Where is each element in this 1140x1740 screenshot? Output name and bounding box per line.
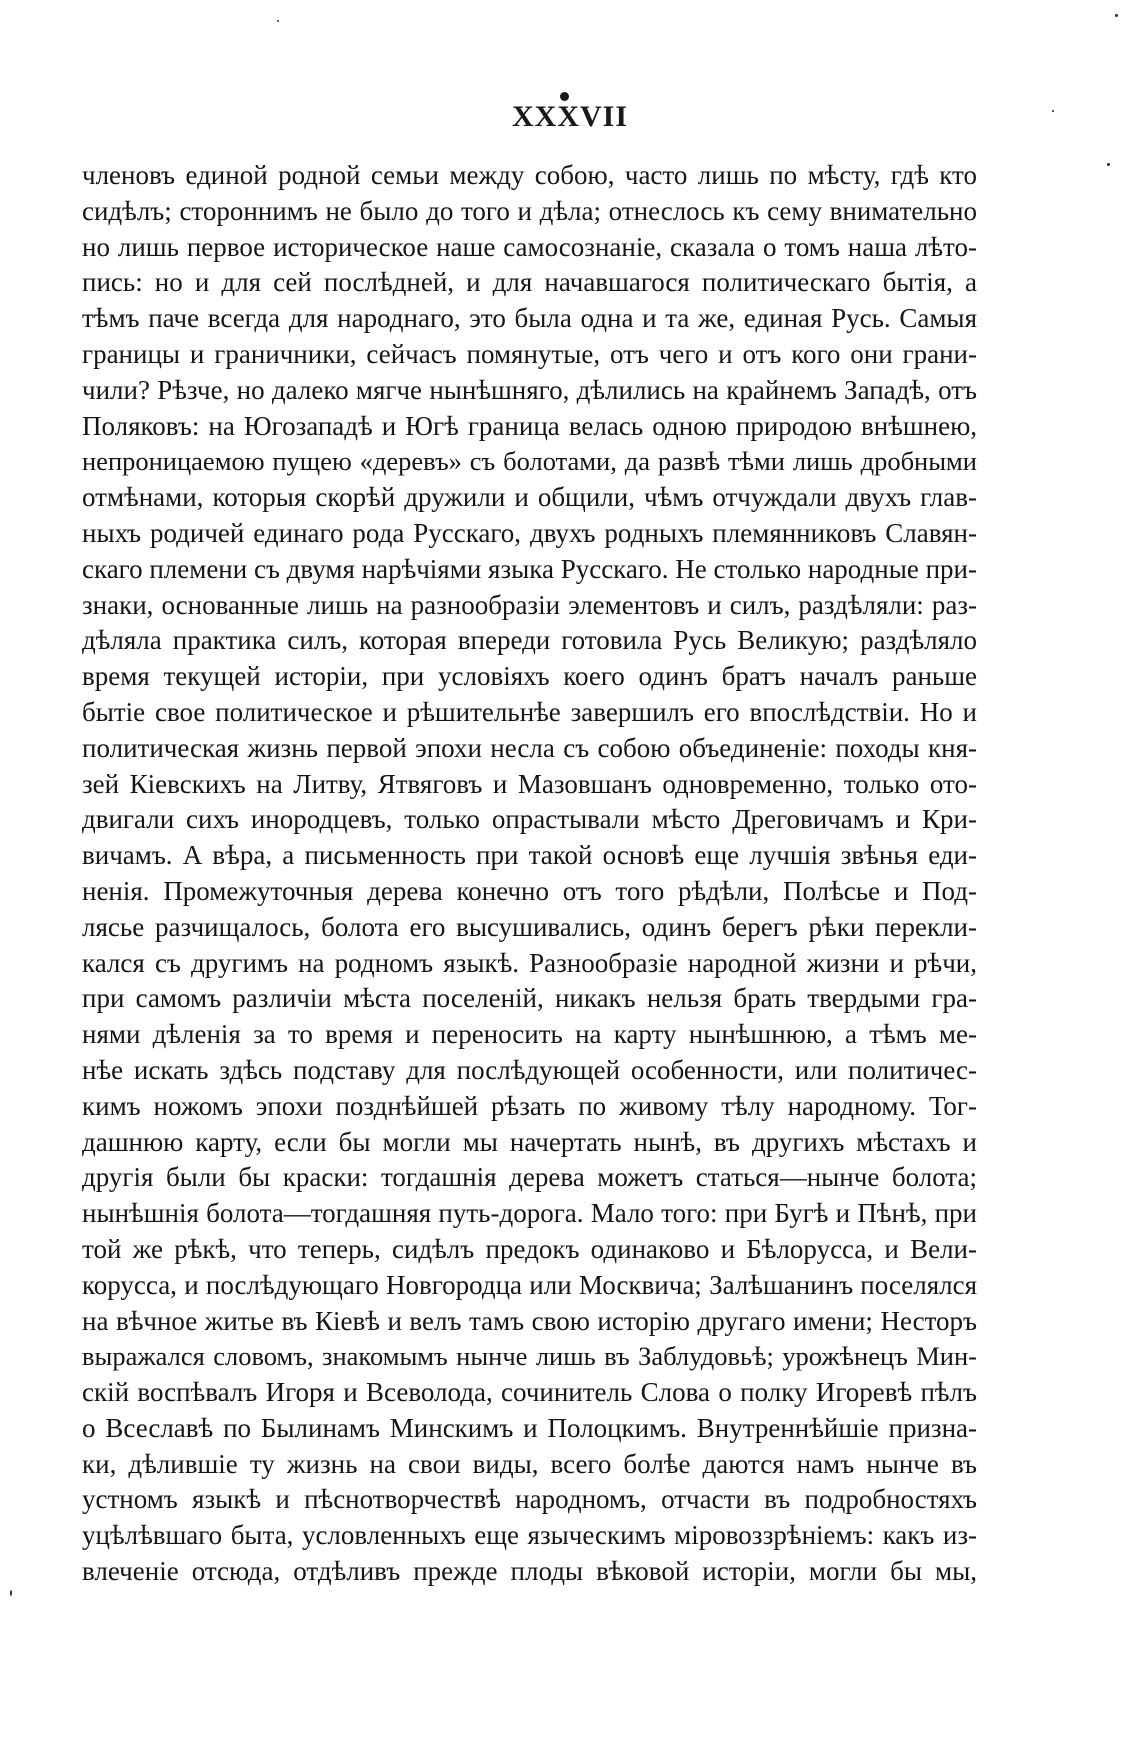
- text-line: время текущей исторіи, при условіяхъ коего одинъ братъ началъ раньше: [82, 661, 977, 692]
- text-line: но лишь первое историческое наше самосознаніе, сказала о томъ наша лѣто-: [82, 231, 977, 262]
- text-line: бытіе свое политическое и рѣшительнѣе завершилъ его впослѣдствіи. Но и: [82, 696, 977, 727]
- text-line: влеченіе отсюда, отдѣливъ прежде плоды вѣковой исторіи, могли бы мы,: [82, 1556, 977, 1587]
- text-line: Поляковъ: на Югозападѣ и Югѣ граница велась одною природою внѣшнею,: [82, 410, 977, 441]
- text-line: ныхъ родичей единаго рода Русскаго, двухъ родныхъ племянниковъ Славян-: [82, 517, 977, 548]
- body-text: [82, 158, 977, 1590]
- text-line: при самомъ различіи мѣста поселеній, никакъ нельзя брать твердыми гра-: [82, 983, 977, 1014]
- text-line: той же рѣкѣ, что теперь, сидѣлъ предокъ одинаково и Бѣлорусса, и Вели-: [82, 1233, 977, 1264]
- scan-speck: [1052, 110, 1054, 112]
- text-line: нѣе искать здѣсь подставу для послѣдующей особенности, или политичес-: [82, 1054, 977, 1085]
- text-line: знаки, основанные лишь на разнообразіи элементовъ и силъ, раздѣляли: раз-: [82, 589, 977, 620]
- text-line: тѣмъ паче всегда для народнаго, это была одна и та же, единая Русь. Самыя: [82, 303, 977, 334]
- text-line: на вѣчное житье въ Кіевѣ и велъ тамъ свою исторію другагo имени; Несторъ: [82, 1305, 977, 1336]
- scan-speck: [1107, 163, 1110, 166]
- text-line: непроницаемою пущею «деревъ» съ болотами, да развѣ тѣми лишь дробными: [82, 446, 977, 477]
- text-line: ненія. Промежуточныя дерева конечно отъ того рѣдѣли, Полѣсье и Под-: [82, 875, 977, 906]
- text-line: нями дѣленія за то время и переносить на карту нынѣшнюю, а тѣмъ ме-: [82, 1019, 977, 1050]
- text-line: нынѣшнія болота—тогдашняя путь-дорога. Мало того: при Бугѣ и Пѣнѣ, при: [82, 1198, 977, 1229]
- text-line: скаго племени съ двумя нарѣчіями языка Русскаго. Не столько народные при-: [82, 553, 977, 584]
- text-line: вичамъ. А вѣра, а письменность при такой основѣ еще лучшія звѣнья еди-: [82, 840, 977, 871]
- text-line: выражался словомъ, знакомымъ нынче лишь въ Заблудовьѣ; урожѣнецъ Мин-: [82, 1341, 977, 1372]
- text-line: зей Кіевскихъ на Литву, Ятвяговъ и Мазовшанъ одновременно, только ото-: [82, 768, 977, 799]
- text-line: дашнюю карту, если бы могли мы начертать нынѣ, въ другихъ мѣстахъ и: [82, 1126, 977, 1157]
- page-number: XXXVII: [511, 100, 628, 133]
- text-line: сидѣлъ; стороннимъ не было до того и дѣла; отнеслось къ сему внимательно: [82, 195, 977, 226]
- text-line: скій воспѣвалъ Игоря и Всеволода, сочинитель Слова о полку Игоревѣ пѣлъ: [82, 1377, 977, 1408]
- text-line: чили? Рѣзче, но далеко мягче нынѣшняго, дѣлились на крайнемъ Западѣ, отъ: [82, 374, 977, 405]
- text-line: о Всеславѣ по Былинамъ Минскимъ и Полоцкимъ. Внутреннѣйшіе призна-: [82, 1412, 977, 1443]
- text-line: кался съ другимъ на родномъ языкѣ. Разнообразіе народной жизни и рѣчи,: [82, 947, 977, 978]
- text-line: пись: но и для сей послѣдней, и для начавшагося политическаго бытія, а: [82, 267, 977, 298]
- text-line: другія были бы краски: тогдашнія дерева можетъ статься—нынче болота;: [82, 1162, 977, 1193]
- text-line: кимъ ножомъ эпохи позднѣйшей рѣзать по живому тѣлу народному. Тог-: [82, 1090, 977, 1121]
- text-line: членовъ единой родной семьи между собою, часто лишь по мѣсту, гдѣ кто: [82, 160, 977, 190]
- text-line: уцѣлѣвшаго быта, условленныхъ еще языческимъ міровоззрѣніемъ: какъ из-: [82, 1520, 977, 1551]
- scan-speck: [10, 1590, 12, 1596]
- scan-speck: [1115, 14, 1118, 17]
- text-line: отмѣнами, которыя скорѣй дружили и общили, чѣмъ отчуждали двухъ глав-: [82, 482, 977, 513]
- scan-speck: [277, 20, 279, 22]
- text-line: границы и граничники, сейчасъ помянутые, отъ чего и отъ кого они грани-: [82, 338, 977, 369]
- text-line: дѣляла практика силъ, которая впереди готовила Русь Великую; раздѣляло: [82, 625, 977, 656]
- text-line: двигали сихъ инородцевъ, только опрастывали мѣсто Дреговичамъ и Кри-: [82, 804, 977, 835]
- text-line: политическая жизнь первой эпохи несла съ собою объединеніе: походы кня-: [82, 732, 977, 763]
- text-line: корусса, и послѣдующаго Новгородца или Москвича; Залѣшанинъ поселялся: [82, 1269, 977, 1300]
- text-line: ляcье разчищалось, болота его высушивались, одинъ берегъ рѣки перекли-: [82, 911, 977, 942]
- text-line: устномъ языкѣ и пѣснотворчествѣ народномъ, отчасти въ подробностяхъ: [82, 1484, 977, 1515]
- text-line: ки, дѣлившіе ту жизнь на свои виды, всего болѣе даются намъ нынче въ: [82, 1448, 977, 1479]
